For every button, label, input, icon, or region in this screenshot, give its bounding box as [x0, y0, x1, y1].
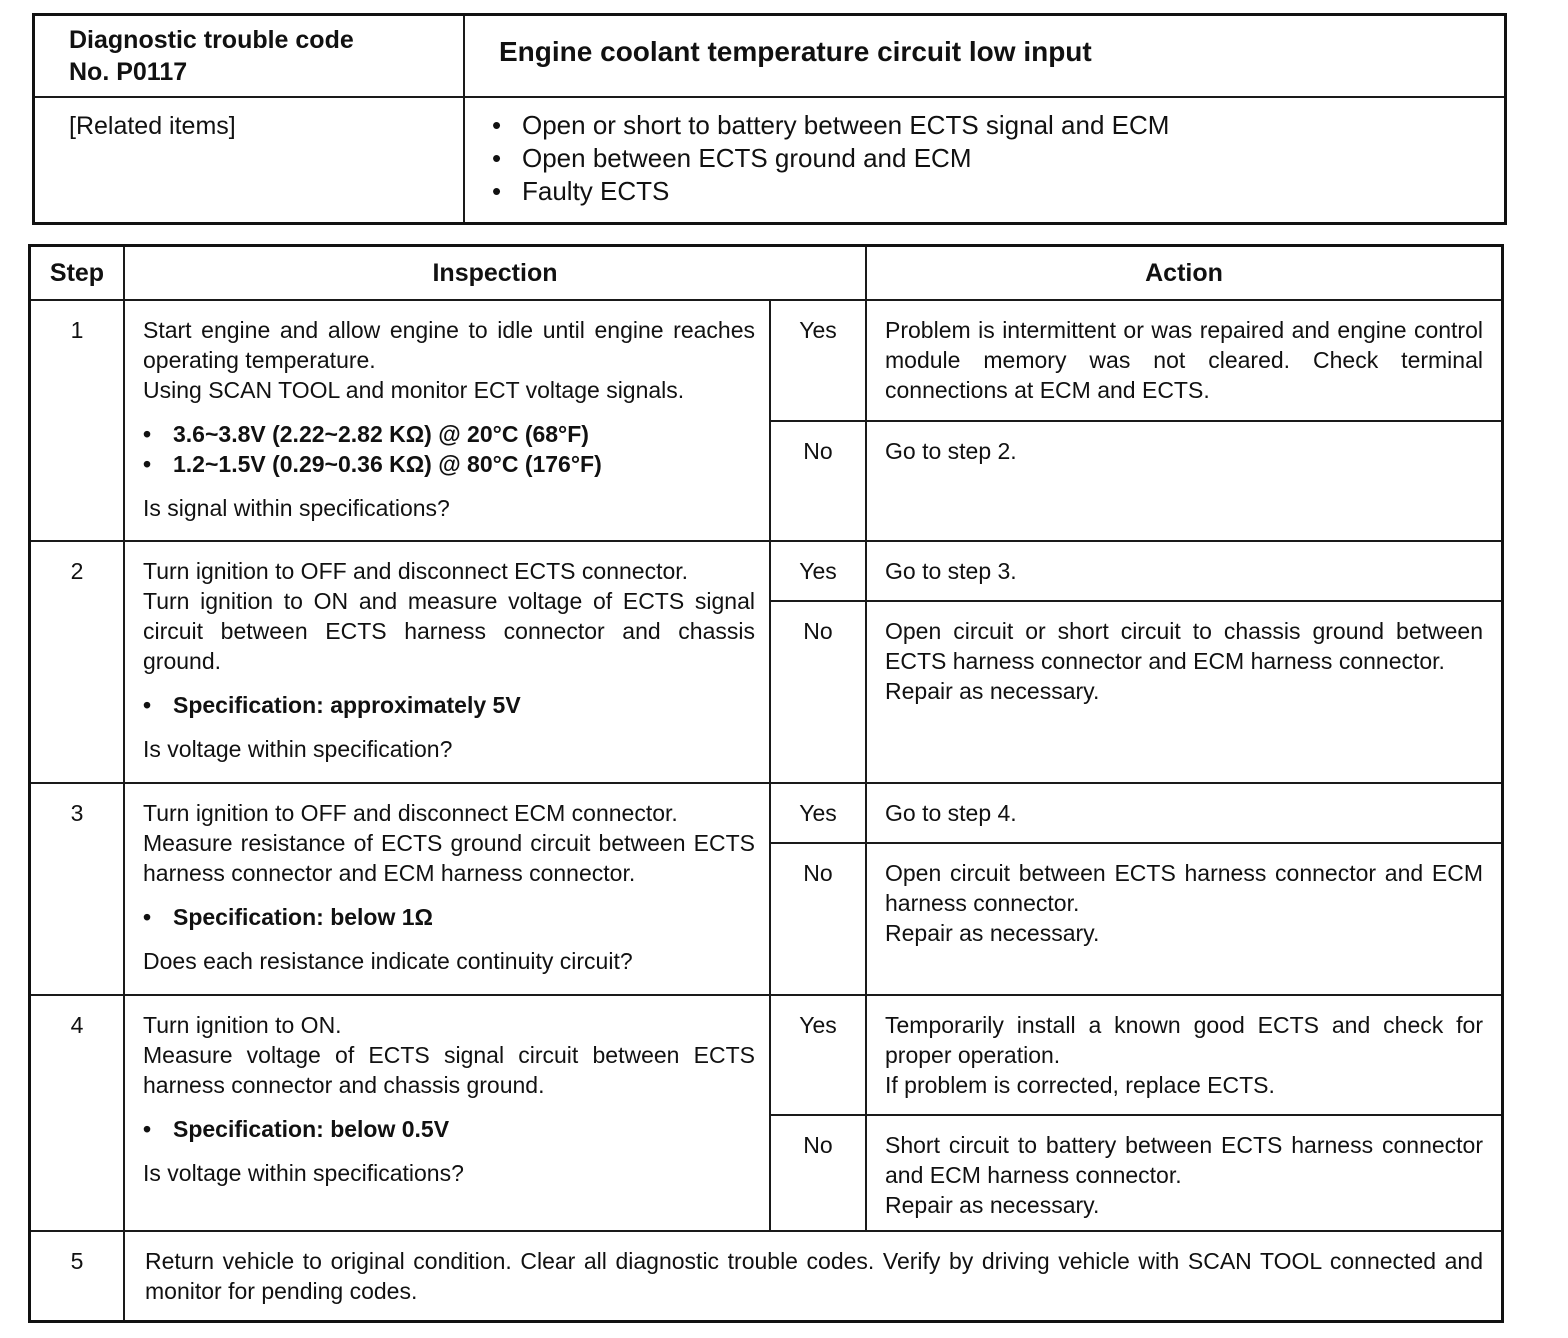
related-item: • Open or short to battery between ECTS signal and ECM: [522, 109, 1503, 142]
spec-list: [143, 1114, 755, 1144]
step-number: 4: [30, 995, 125, 1231]
dtc-code-label-line2: No. P0117: [69, 58, 188, 86]
action-text: Repair as necessary.: [885, 678, 1100, 704]
step-number: 1: [30, 300, 125, 541]
inspection-text: Turn ignition to ON and measure voltage of ECTS signal circuit between ECTS harness connector and chassis ground.: [143, 588, 755, 674]
spec-item: • Specification: below 0.5V: [173, 1114, 755, 1144]
action-text: Go to step 4.: [885, 800, 1017, 826]
inspection-question: Is signal within specifications?: [143, 495, 450, 521]
no-label: No: [770, 1115, 866, 1231]
no-label: No: [770, 421, 866, 541]
spec-item: • 1.2~1.5V (0.29~0.36 KΩ) @ 80°C (176°F): [173, 449, 755, 479]
action-text: Temporarily install a known good ECTS and check for proper operation.: [885, 1012, 1483, 1068]
no-action: [866, 843, 1503, 995]
related-items-cell: [464, 97, 1506, 224]
inspection-text: Using SCAN TOOL and monitor ECT voltage signals.: [143, 377, 685, 403]
step-3-inspection: [124, 783, 770, 995]
step-2-inspection: [124, 541, 770, 783]
spec-list: [143, 419, 755, 479]
inspection-text: Turn ignition to ON.: [143, 1012, 342, 1038]
dtc-title: Engine coolant temperature circuit low input: [464, 15, 1506, 98]
inspection-text: Measure resistance of ECTS ground circuit between ECTS harness connector and ECM harness connector.: [143, 830, 755, 886]
action-text: Problem is intermittent or was repaired and engine control module memory was not cleared. Check terminal connections at ECM and ECTS.: [885, 317, 1483, 403]
step-1-yes-row: [30, 300, 1503, 421]
inspection-text: Turn ignition to OFF and disconnect ECTS connector.: [143, 558, 689, 584]
no-label: No: [770, 843, 866, 995]
step-number: 5: [30, 1231, 125, 1322]
step-number: 2: [30, 541, 125, 783]
inspection-text: Start engine and allow engine to idle until engine reaches operating temperature.: [143, 317, 755, 373]
spec-item: • Specification: below 1Ω: [173, 902, 755, 932]
inspection-question: Is voltage within specification?: [143, 736, 453, 762]
step-3-yes-row: [30, 783, 1503, 843]
table-header-row: [30, 246, 1503, 301]
related-item: • Faulty ECTS: [522, 175, 1503, 208]
spec-item: • Specification: approximately 5V: [173, 690, 755, 720]
inspection-text: Turn ignition to OFF and disconnect ECM connector.: [143, 800, 678, 826]
col-header-inspection: Inspection: [124, 246, 866, 301]
yes-action: [866, 783, 1503, 843]
step-5-row: [30, 1231, 1503, 1322]
step-4-inspection: [124, 995, 770, 1231]
no-action: [866, 1115, 1503, 1231]
yes-action: [866, 995, 1503, 1115]
step-number: 3: [30, 783, 125, 995]
action-text: Go to step 2.: [885, 438, 1017, 464]
yes-action: [866, 300, 1503, 421]
final-step-text: Return vehicle to original condition. Clear all diagnostic trouble codes. Verify by driving vehicle with SCAN TOOL connected and monitor for pending codes.: [124, 1231, 1503, 1322]
yes-label: Yes: [770, 995, 866, 1115]
spec-item: • 3.6~3.8V (2.22~2.82 KΩ) @ 20°C (68°F): [173, 419, 755, 449]
inspection-text: Measure voltage of ECTS signal circuit between ECTS harness connector and chassis ground.: [143, 1042, 755, 1098]
inspection-question: Does each resistance indicate continuity circuit?: [143, 948, 633, 974]
spec-list: [143, 690, 755, 720]
action-text: Go to step 3.: [885, 558, 1017, 584]
related-item: • Open between ECTS ground and ECM: [522, 142, 1503, 175]
dtc-code-label: [34, 15, 465, 98]
action-text: Short circuit to battery between ECTS harness connector and ECM harness connector.: [885, 1132, 1483, 1188]
yes-label: Yes: [770, 541, 866, 601]
yes-label: Yes: [770, 783, 866, 843]
spec-list: [143, 902, 755, 932]
step-2-yes-row: [30, 541, 1503, 601]
col-header-action: Action: [866, 246, 1503, 301]
dtc-header-table: [32, 13, 1507, 225]
no-label: No: [770, 601, 866, 783]
action-text: Open circuit or short circuit to chassis ground between ECTS harness connector and ECM harness connector.: [885, 618, 1483, 674]
action-text: Repair as necessary.: [885, 920, 1100, 946]
diagnostic-procedure-table: [28, 244, 1504, 1323]
related-items-list: [466, 99, 1503, 208]
dtc-code-label-line1: Diagnostic trouble code: [69, 26, 354, 54]
action-text: If problem is corrected, replace ECTS.: [885, 1072, 1275, 1098]
inspection-question: Is voltage within specifications?: [143, 1160, 464, 1186]
yes-label: Yes: [770, 300, 866, 421]
action-text: Open circuit between ECTS harness connector and ECM harness connector.: [885, 860, 1483, 916]
related-items-label: [Related items]: [34, 97, 465, 224]
col-header-step: Step: [30, 246, 125, 301]
step-1-inspection: [124, 300, 770, 541]
yes-action: [866, 541, 1503, 601]
step-4-yes-row: [30, 995, 1503, 1115]
no-action: [866, 421, 1503, 541]
action-text: Repair as necessary.: [885, 1192, 1100, 1218]
no-action: [866, 601, 1503, 783]
